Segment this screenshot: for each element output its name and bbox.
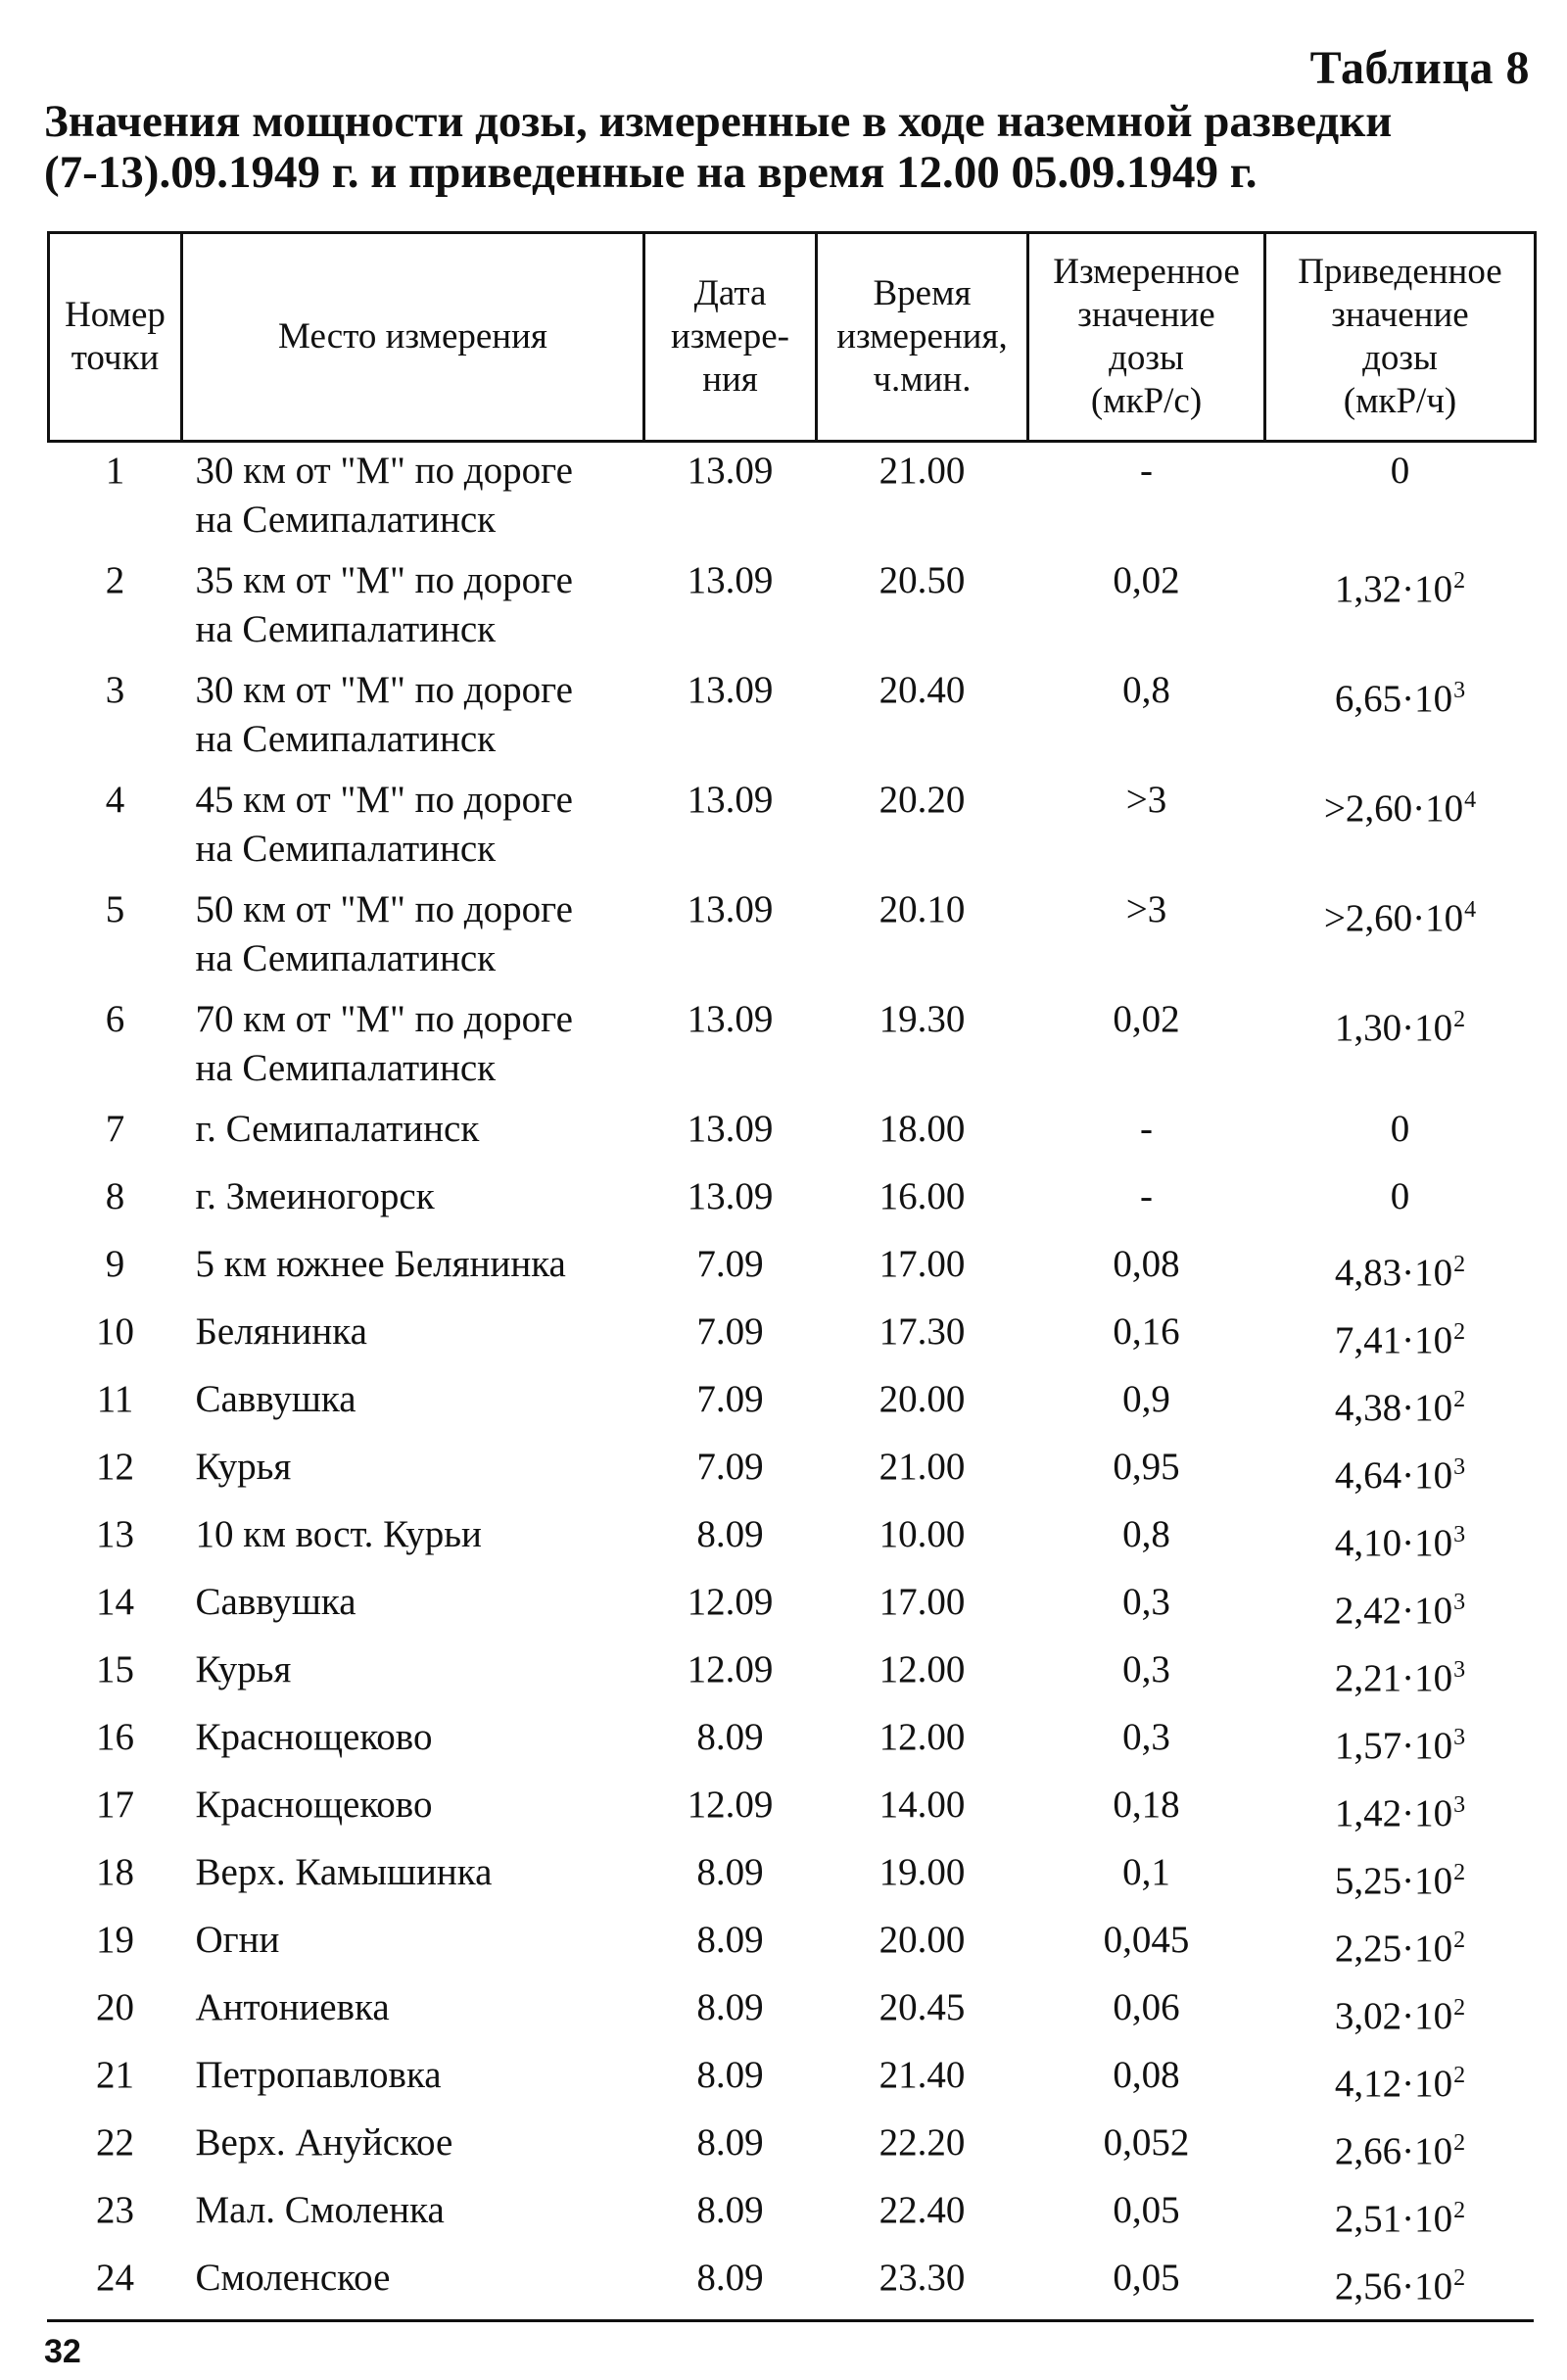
cell-date: 8.09 <box>696 2054 764 2096</box>
cell-measured: 0,05 <box>1113 2189 1180 2231</box>
cell-place <box>182 1916 644 1983</box>
reduced-exponent: 2 <box>1453 2130 1466 2156</box>
reduced-exponent: 2 <box>1453 1007 1466 1032</box>
place-line: на Семипалатинск <box>195 828 497 870</box>
place-line: Огни <box>195 1919 280 1961</box>
cell-num: 18 <box>96 1851 134 1893</box>
reduced-value: 3,02·10 <box>1334 1995 1453 2037</box>
cell-time: 10.00 <box>878 1513 966 1555</box>
cell-measured: 0,08 <box>1113 1243 1180 1285</box>
cell-place <box>182 1240 644 1308</box>
table-title <box>44 96 1532 198</box>
cell-date: 8.09 <box>696 2257 764 2299</box>
cell-num: 22 <box>96 2121 134 2164</box>
cell-time: 12.00 <box>878 1648 966 1690</box>
cell-measured: - <box>1140 1175 1153 1217</box>
place-line: Краснощеково <box>195 1716 433 1758</box>
header-line: дозы <box>1362 338 1438 378</box>
cell-time: 19.00 <box>878 1851 966 1893</box>
reduced-value: 0 <box>1390 450 1410 492</box>
cell-measured: 0,3 <box>1122 1648 1170 1690</box>
cell-place <box>182 2118 644 2186</box>
cell-time: 20.45 <box>878 1986 966 2028</box>
table-row <box>49 995 1536 1105</box>
place-line: Краснощеково <box>195 1784 433 1826</box>
cell-date: 8.09 <box>696 1851 764 1893</box>
reduced-value: 2,25·10 <box>1334 1928 1453 1970</box>
cell-num: 13 <box>96 1513 134 1555</box>
cell-num: 10 <box>96 1310 134 1353</box>
cell-num: 11 <box>96 1378 134 1420</box>
reduced-value: 5,25·10 <box>1334 1860 1453 1902</box>
table-label: Таблица 8 <box>1309 42 1530 94</box>
cell-reduced <box>1265 1308 1536 1375</box>
reduced-value: 2,56·10 <box>1334 2265 1453 2308</box>
cell-measured: 0,045 <box>1103 1919 1190 1961</box>
reduced-value: 7,41·10 <box>1334 1319 1453 1361</box>
place-line: Верх. Ануйское <box>195 2121 453 2164</box>
reduced-exponent: 2 <box>1453 1928 1466 1953</box>
table-title-line-1: Значения мощности дозы, измеренные в ходе наземной разведки <box>44 96 1393 147</box>
header-line: (мкР/ч) <box>1343 381 1457 421</box>
header-line: Номер <box>65 295 166 335</box>
cell-measured: 0,1 <box>1122 1851 1170 1893</box>
reduced-value: 2,42·10 <box>1334 1590 1453 1632</box>
table-row <box>49 1240 1536 1308</box>
cell-place <box>182 1375 644 1443</box>
cell-date: 7.09 <box>696 1446 764 1488</box>
cell-reduced <box>1265 1578 1536 1645</box>
reduced-value: 6,65·10 <box>1334 678 1453 720</box>
cell-reduced <box>1265 1443 1536 1510</box>
cell-date: 8.09 <box>696 1716 764 1758</box>
cell-measured: 0,3 <box>1122 1581 1170 1623</box>
cell-date: 8.09 <box>696 1919 764 1961</box>
place-line: 30 км от "М" по дороге <box>195 669 573 711</box>
table-row <box>49 1510 1536 1578</box>
table-row <box>49 1375 1536 1443</box>
cell-num: 16 <box>96 1716 134 1758</box>
table-row <box>49 1781 1536 1848</box>
reduced-value: 4,12·10 <box>1334 2063 1453 2105</box>
reduced-exponent: 2 <box>1453 2063 1466 2088</box>
table-row <box>49 1983 1536 2051</box>
cell-date: 13.09 <box>687 1108 774 1150</box>
reduced-value: 4,64·10 <box>1334 1454 1453 1497</box>
header-line: измере- <box>671 316 789 357</box>
bottom-rule <box>47 2319 1534 2322</box>
reduced-exponent: 2 <box>1453 2198 1466 2223</box>
cell-num: 20 <box>96 1986 134 2028</box>
place-line: Саввушка <box>195 1378 356 1420</box>
header-line: Место измерения <box>278 316 547 357</box>
cell-time: 20.40 <box>878 669 966 711</box>
reduced-exponent: 3 <box>1453 1590 1466 1615</box>
cell-time: 20.00 <box>878 1378 966 1420</box>
reduced-value: 1,32·10 <box>1334 568 1453 610</box>
cell-reduced <box>1265 2254 1536 2321</box>
cell-place <box>182 666 644 776</box>
cell-reduced <box>1265 1240 1536 1308</box>
place-line: Саввушка <box>195 1581 356 1623</box>
cell-date: 12.09 <box>687 1784 774 1826</box>
cell-time: 17.00 <box>878 1243 966 1285</box>
cell-place <box>182 885 644 995</box>
cell-time: 22.40 <box>878 2189 966 2231</box>
cell-reduced <box>1265 2051 1536 2118</box>
header-line: (мкР/с) <box>1090 381 1203 421</box>
reduced-value: >2,60·10 <box>1323 897 1464 939</box>
page-number: 32 <box>44 2333 81 2370</box>
cell-place <box>182 995 644 1105</box>
cell-date: 7.09 <box>696 1310 764 1353</box>
cell-place <box>182 1510 644 1578</box>
place-line: на Семипалатинск <box>195 937 497 979</box>
header-line: ч.мин. <box>873 359 972 400</box>
reduced-value: 0 <box>1390 1108 1410 1150</box>
table-row <box>49 1443 1536 1510</box>
reduced-exponent: 3 <box>1453 1792 1466 1818</box>
cell-num: 12 <box>96 1446 134 1488</box>
cell-num: 9 <box>105 1243 125 1285</box>
table-row <box>49 885 1536 995</box>
reduced-exponent: 2 <box>1453 1995 1466 2021</box>
header-line: Дата <box>693 273 767 313</box>
place-line: Мал. Смоленка <box>195 2189 445 2231</box>
cell-reduced <box>1265 1916 1536 1983</box>
cell-date: 12.09 <box>687 1581 774 1623</box>
cell-date: 8.09 <box>696 1986 764 2028</box>
cell-reduced <box>1265 1172 1536 1240</box>
cell-place <box>182 1172 644 1240</box>
cell-place <box>182 1713 644 1781</box>
cell-place <box>182 1983 644 2051</box>
table-row <box>49 556 1536 666</box>
cell-date: 13.09 <box>687 888 774 930</box>
cell-place <box>182 1443 644 1510</box>
cell-num: 8 <box>105 1175 125 1217</box>
table-row <box>49 1713 1536 1781</box>
cell-reduced <box>1265 1983 1536 2051</box>
cell-reduced <box>1265 1375 1536 1443</box>
header-time <box>817 233 1028 442</box>
place-line: Верх. Камышинка <box>195 1851 493 1893</box>
cell-place <box>182 1308 644 1375</box>
cell-place <box>182 442 644 557</box>
cell-measured: 0,3 <box>1122 1716 1170 1758</box>
reduced-value: 1,42·10 <box>1334 1792 1453 1834</box>
cell-date: 12.09 <box>687 1648 774 1690</box>
cell-time: 17.30 <box>878 1310 966 1353</box>
header-line: Приведенное <box>1298 252 1502 292</box>
cell-measured: 0,16 <box>1113 1310 1180 1353</box>
cell-num: 4 <box>105 779 125 821</box>
table-row <box>49 2186 1536 2254</box>
header-line: дозы <box>1109 338 1184 378</box>
table-row <box>49 1848 1536 1916</box>
reduced-exponent: 2 <box>1453 1252 1466 1277</box>
place-line: 35 км от "М" по дороге <box>195 559 573 601</box>
cell-measured: - <box>1140 1108 1153 1150</box>
cell-num: 14 <box>96 1581 134 1623</box>
header-line: ния <box>702 359 758 400</box>
place-line: 5 км южнее Белянинка <box>195 1243 566 1285</box>
cell-measured: 0,05 <box>1113 2257 1180 2299</box>
cell-time: 22.20 <box>878 2121 966 2164</box>
cell-measured: 0,8 <box>1122 1513 1170 1555</box>
cell-date: 7.09 <box>696 1243 764 1285</box>
header-measured <box>1028 233 1265 442</box>
cell-time: 20.20 <box>878 779 966 821</box>
table-row <box>49 2254 1536 2321</box>
reduced-exponent: 2 <box>1453 1319 1466 1345</box>
cell-num: 3 <box>105 669 125 711</box>
table-row <box>49 1308 1536 1375</box>
cell-time: 20.00 <box>878 1919 966 1961</box>
reduced-value: >2,60·10 <box>1323 787 1464 830</box>
reduced-value: 2,51·10 <box>1334 2198 1453 2240</box>
cell-date: 13.09 <box>687 998 774 1040</box>
cell-time: 20.10 <box>878 888 966 930</box>
table-body <box>49 442 1536 2322</box>
cell-reduced <box>1265 776 1536 885</box>
reduced-value: 2,66·10 <box>1334 2130 1453 2172</box>
cell-measured: 0,9 <box>1122 1378 1170 1420</box>
cell-place <box>182 1578 644 1645</box>
cell-reduced <box>1265 1645 1536 1713</box>
place-line: 30 км от "М" по дороге <box>195 450 573 492</box>
cell-reduced <box>1265 1781 1536 1848</box>
cell-reduced <box>1265 1510 1536 1578</box>
cell-place <box>182 1105 644 1172</box>
cell-date: 13.09 <box>687 669 774 711</box>
reduced-exponent: 2 <box>1453 1387 1466 1412</box>
cell-num: 7 <box>105 1108 125 1150</box>
cell-time: 23.30 <box>878 2257 966 2299</box>
cell-place <box>182 556 644 666</box>
place-line: Белянинка <box>195 1310 367 1353</box>
cell-num: 5 <box>105 888 125 930</box>
cell-reduced <box>1265 1105 1536 1172</box>
cell-date: 13.09 <box>687 450 774 492</box>
cell-num: 17 <box>96 1784 134 1826</box>
reduced-exponent: 2 <box>1453 568 1466 594</box>
header-row <box>49 233 1536 442</box>
cell-measured: >3 <box>1125 888 1167 930</box>
reduced-value: 1,30·10 <box>1334 1007 1453 1049</box>
reduced-exponent: 2 <box>1453 2265 1466 2291</box>
cell-measured: >3 <box>1125 779 1167 821</box>
reduced-exponent: 3 <box>1453 1454 1466 1480</box>
dose-table <box>47 231 1537 2321</box>
cell-num: 6 <box>105 998 125 1040</box>
table-title-line-2: (7-13).09.1949 г. и приведенные на время 12.00 05.09.1949 г. <box>44 147 1258 198</box>
cell-reduced <box>1265 556 1536 666</box>
place-line: Курья <box>195 1446 292 1488</box>
cell-reduced <box>1265 442 1536 557</box>
cell-place <box>182 2051 644 2118</box>
table-row <box>49 1645 1536 1713</box>
place-line: на Семипалатинск <box>195 718 497 760</box>
cell-measured: 0,06 <box>1113 1986 1180 2028</box>
cell-place <box>182 1848 644 1916</box>
reduced-exponent: 4 <box>1464 787 1477 813</box>
dose-table-wrapper <box>47 231 1534 2321</box>
header-line: значение <box>1077 295 1215 335</box>
table-row <box>49 666 1536 776</box>
cell-date: 7.09 <box>696 1378 764 1420</box>
table-row <box>49 2118 1536 2186</box>
header-place <box>182 233 644 442</box>
place-line: на Семипалатинск <box>195 608 497 650</box>
cell-date: 8.09 <box>696 2189 764 2231</box>
cell-measured: - <box>1140 450 1153 492</box>
table-row <box>49 776 1536 885</box>
place-line: 45 км от "М" по дороге <box>195 779 573 821</box>
cell-reduced <box>1265 1713 1536 1781</box>
table-header <box>49 233 1536 442</box>
cell-date: 13.09 <box>687 1175 774 1217</box>
cell-num: 2 <box>105 559 125 601</box>
table-row <box>49 1916 1536 1983</box>
cell-place <box>182 776 644 885</box>
cell-measured: 0,18 <box>1113 1784 1180 1826</box>
header-reduced <box>1265 233 1536 442</box>
reduced-exponent: 3 <box>1453 1522 1466 1547</box>
cell-time: 14.00 <box>878 1784 966 1826</box>
header-line: Измеренное <box>1053 252 1240 292</box>
cell-measured: 0,8 <box>1122 669 1170 711</box>
cell-reduced <box>1265 2186 1536 2254</box>
cell-num: 1 <box>105 450 125 492</box>
reduced-value: 2,21·10 <box>1334 1657 1453 1699</box>
reduced-value: 4,38·10 <box>1334 1387 1453 1429</box>
header-line: значение <box>1331 295 1469 335</box>
cell-measured: 0,95 <box>1113 1446 1180 1488</box>
header-date <box>644 233 817 442</box>
reduced-value: 4,10·10 <box>1334 1522 1453 1564</box>
cell-time: 21.40 <box>878 2054 966 2096</box>
cell-reduced <box>1265 2118 1536 2186</box>
reduced-exponent: 2 <box>1453 1860 1466 1885</box>
reduced-exponent: 3 <box>1453 1725 1466 1750</box>
table-row <box>49 442 1536 557</box>
table-row <box>49 1105 1536 1172</box>
table-row <box>49 2051 1536 2118</box>
cell-date: 13.09 <box>687 779 774 821</box>
reduced-exponent: 4 <box>1464 897 1477 923</box>
cell-time: 19.30 <box>878 998 966 1040</box>
cell-num: 23 <box>96 2189 134 2231</box>
place-line: г. Семипалатинск <box>195 1108 480 1150</box>
reduced-exponent: 3 <box>1453 678 1466 703</box>
cell-time: 12.00 <box>878 1716 966 1758</box>
place-line: 50 км от "М" по дороге <box>195 888 573 930</box>
cell-reduced <box>1265 995 1536 1105</box>
cell-time: 16.00 <box>878 1175 966 1217</box>
place-line: Антониевка <box>195 1986 390 2028</box>
cell-time: 20.50 <box>878 559 966 601</box>
cell-time: 18.00 <box>878 1108 966 1150</box>
reduced-value: 1,57·10 <box>1334 1725 1453 1767</box>
cell-time: 17.00 <box>878 1581 966 1623</box>
cell-place <box>182 1781 644 1848</box>
cell-measured: 0,08 <box>1113 2054 1180 2096</box>
cell-time: 21.00 <box>878 450 966 492</box>
place-line: г. Змеиногорск <box>195 1175 435 1217</box>
place-line: Курья <box>195 1648 292 1690</box>
reduced-value: 0 <box>1390 1175 1410 1217</box>
cell-date: 8.09 <box>696 1513 764 1555</box>
cell-num: 19 <box>96 1919 134 1961</box>
header-num <box>49 233 182 442</box>
cell-place <box>182 1645 644 1713</box>
cell-reduced <box>1265 885 1536 995</box>
cell-reduced <box>1265 666 1536 776</box>
place-line: Смоленское <box>195 2257 391 2299</box>
cell-measured: 0,052 <box>1103 2121 1190 2164</box>
reduced-value: 4,83·10 <box>1334 1252 1453 1294</box>
reduced-exponent: 3 <box>1453 1657 1466 1683</box>
table-row <box>49 1172 1536 1240</box>
cell-num: 24 <box>96 2257 134 2299</box>
header-line: Время <box>873 273 972 313</box>
place-line: 10 км вост. Курьи <box>195 1513 482 1555</box>
place-line: 70 км от "М" по дороге <box>195 998 573 1040</box>
cell-num: 21 <box>96 2054 134 2096</box>
header-line: измерения, <box>836 316 1008 357</box>
header-line: точки <box>71 338 160 378</box>
place-line: на Семипалатинск <box>195 499 497 541</box>
cell-measured: 0,02 <box>1113 559 1180 601</box>
cell-reduced <box>1265 1848 1536 1916</box>
place-line: на Семипалатинск <box>195 1047 497 1089</box>
cell-date: 13.09 <box>687 559 774 601</box>
place-line: Петропавловка <box>195 2054 442 2096</box>
cell-date: 8.09 <box>696 2121 764 2164</box>
cell-measured: 0,02 <box>1113 998 1180 1040</box>
cell-time: 21.00 <box>878 1446 966 1488</box>
cell-num: 15 <box>96 1648 134 1690</box>
table-row <box>49 1578 1536 1645</box>
cell-place <box>182 2254 644 2321</box>
cell-place <box>182 2186 644 2254</box>
